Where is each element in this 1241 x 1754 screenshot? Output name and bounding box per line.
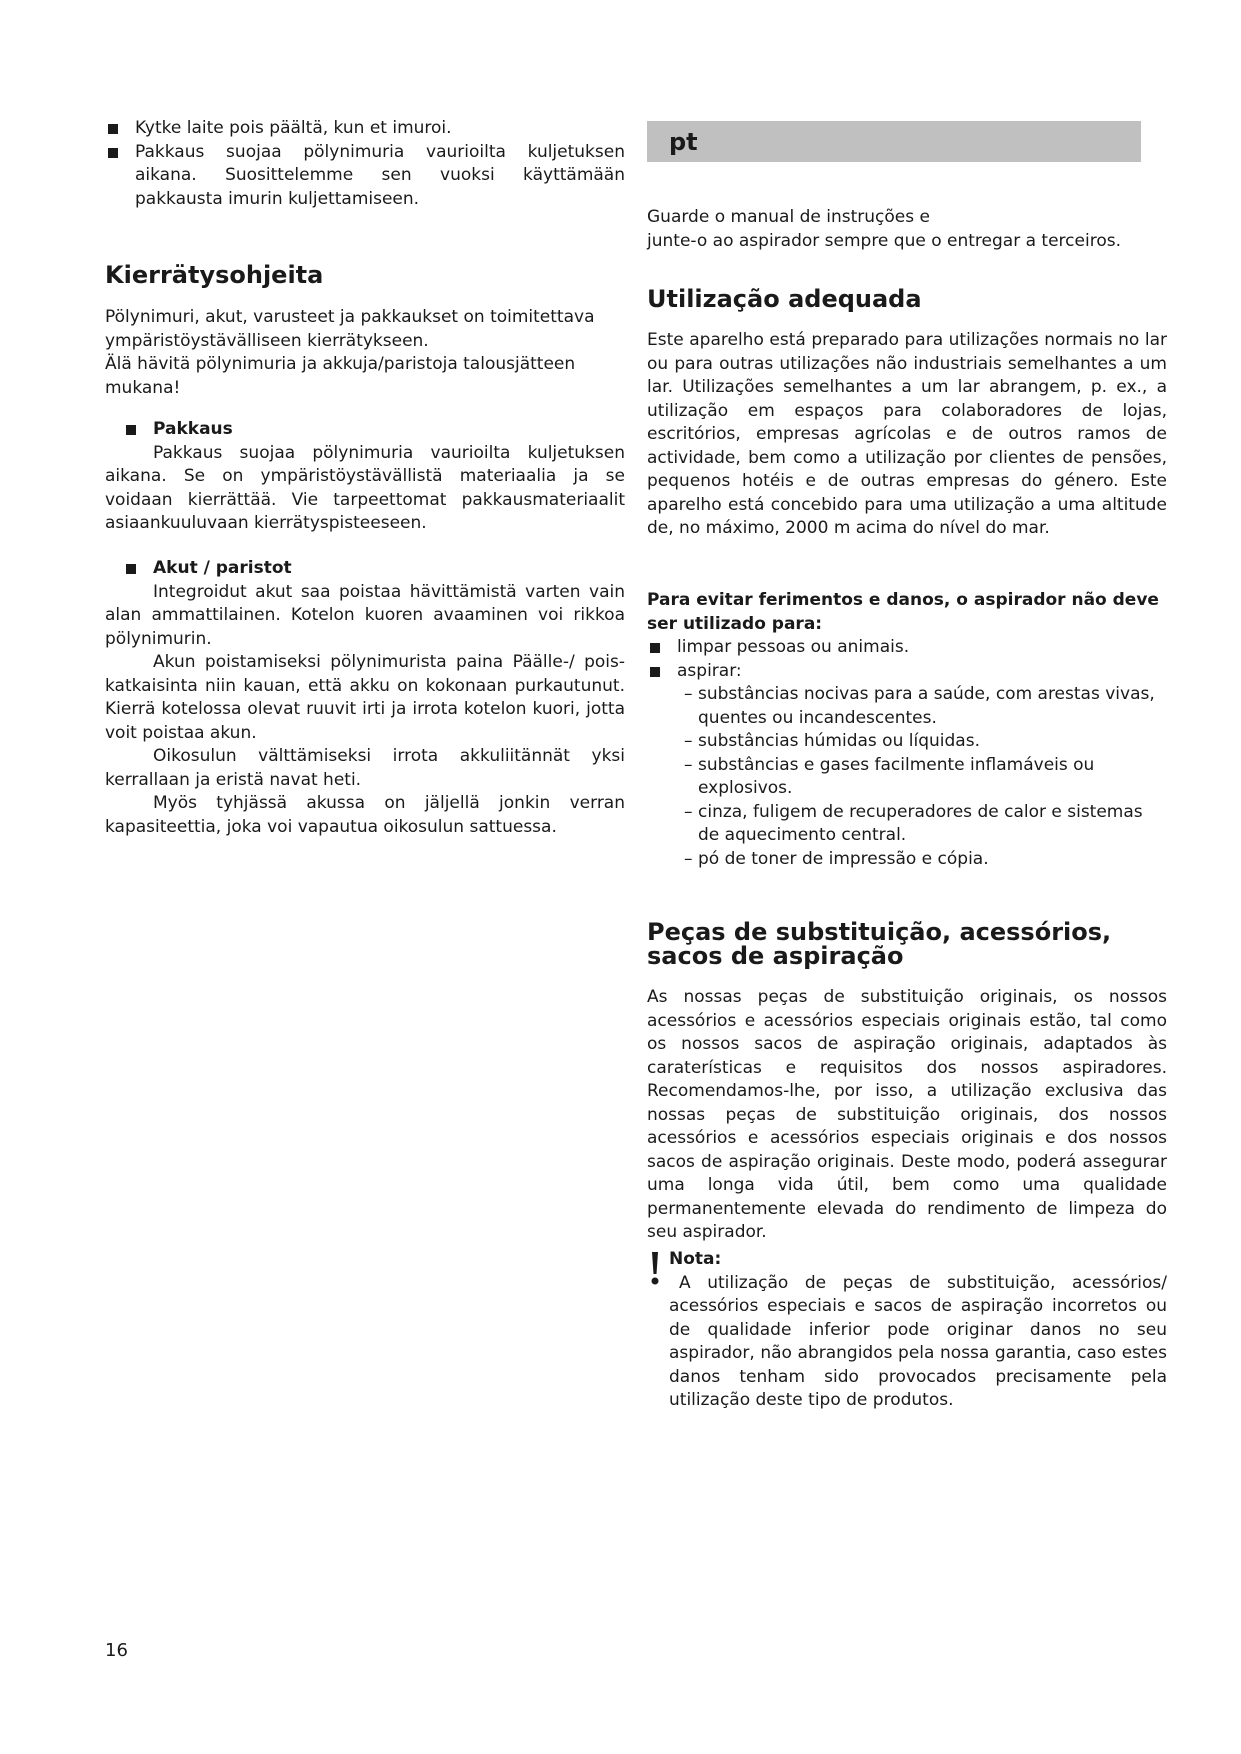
battery-section <box>105 557 625 839</box>
intro-bullet-list <box>105 117 625 211</box>
list-item: aspirar: <box>647 660 1167 684</box>
dash-item-text: cinza, fuligem de recuperadores de calor e sistemas de aquecimento central. <box>698 801 1143 845</box>
packaging-text: Pakkaus suojaa pölynimuria vaurioilta kuljetuksen aikana. Se on ympäristöystävällistä materiaalia ja se voidaan kierrättää. Vie tarpeettomat pakkausmateriaalit asiaankuuluvaan kierrätyspisteeseen. <box>105 442 625 533</box>
dash-item-text: pó de toner de impressão e cópia. <box>698 848 989 869</box>
note-text: A utilização de peças de substituição, acessórios/ acessórios especiais e sacos de aspiração incorretos ou de qualidade inferior pode originar danos no seu aspirador, não abrangidos pela nossa garantia, caso estes danos tenham sido provocados precisamente pela utilização deste tipo de produtos. <box>669 1272 1167 1410</box>
battery-paragraph-2: Akun poistamiseksi pölynimurista paina Päälle-/ pois-katkaisinta niin kauan, että akku on kokonaan purkautunut. Kierrä kotelossa olevat ruuvit irti ja irrota kotelon kuori, jotta voit poistaa akun. <box>105 652 625 743</box>
list-item: limpar pessoas ou animais. <box>647 636 1167 660</box>
keep-manual-line-2: junte-o ao aspirador sempre que o entregar a terceiros. <box>647 231 1121 251</box>
dash-item-text: substâncias húmidas ou líquidas. <box>698 731 980 751</box>
warning-bullet-list <box>647 636 1167 683</box>
packaging-title: Pakkaus <box>105 418 625 442</box>
dash-list <box>647 683 1167 871</box>
list-item: – pó de toner de impressão e cópia. <box>684 848 989 869</box>
note-section <box>647 1248 1167 1413</box>
packaging-section <box>105 418 625 536</box>
list-item: Pakkaus suojaa pölynimuria vaurioilta kuljetuksen aikana. Suosittelemme sen vuoksi käyttämään pakkausta imurin kuljettamiseen. <box>105 141 625 212</box>
exclamation-icon <box>647 1248 663 1288</box>
battery-paragraph-4: Myös tyhjässä akussa on jäljellä jonkin verran kapasiteettia, joka voi vapautua oikosulun sattuessa. <box>105 793 625 837</box>
proper-use-heading: Utilização adequada <box>647 285 922 313</box>
list-item: Kytke laite pois päältä, kun et imuroi. <box>105 117 625 141</box>
proper-use-text: Este aparelho está preparado para utilizações normais no lar ou para outras utilizações não industriais semelhantes a um lar. Utilizações semelhantes a um lar abrangem, p. ex., a utilização em espaços para colaboradores de lojas, escritórios, empresas agrícolas e de outros ramos de actividade, bem como a utilização por clientes de pensões, pequenos hotéis e de outras empresas do género. Este aparelho está concebido para uma utilização a uma altitude de, no máximo, 2000 m acima do nível do mar. <box>647 330 1167 538</box>
language-bar <box>647 121 1141 162</box>
list-item: – substâncias e gases facilmente inflamáveis ou explosivos. <box>684 754 1095 798</box>
page-number: 16 <box>105 1640 128 1661</box>
dash-item-text: substâncias e gases facilmente inflamáveis ou explosivos. <box>698 754 1095 798</box>
battery-title: Akut / paristot <box>105 557 625 581</box>
note-title: Nota: <box>669 1249 722 1269</box>
battery-paragraph-1: Integroidut akut saa poistaa hävittämistä varten vain alan ammattilainen. Kotelon kuoren avaaminen voi rikkoa pölynimurin. <box>105 581 625 649</box>
list-item: – cinza, fuligem de recuperadores de calor e sistemas de aquecimento central. <box>684 801 1143 845</box>
warning-heading: Para evitar ferimentos e danos, o aspirador não deve ser utilizado para: <box>647 590 1159 634</box>
recycling-heading: Kierrätysohjeita <box>105 261 324 289</box>
list-item: – substâncias húmidas ou líquidas. <box>684 731 980 751</box>
recycling-paragraph-2: Älä hävitä pölynimuria ja akkuja/paristoja talousjätteen mukana! <box>105 354 576 398</box>
recycling-paragraph-1: Pölynimuri, akut, varusteet ja pakkaukset on toimitettava ympäristöystävälliseen kierrätykseen. <box>105 307 595 351</box>
spare-parts-text: As nossas peças de substituição originais, os nossos acessórios e acessórios especiais originais estão, tal como os nossos sacos de aspiração originais, adaptados às caraterísticas e requisitos dos nossos aspiradores. Recomendamos-lhe, por isso, a utilização exclusiva das nossas peças de substituição originais, dos nossos acessórios e acessórios especiais originais e dos nossos sacos de aspiração originais. Deste modo, poderá assegurar uma longa vida útil, bem como uma qualidade permanentemente elevada do rendimento de limpeza do seu aspirador. <box>647 987 1167 1242</box>
list-item: – substâncias nocivas para a saúde, com arestas vivas, quentes ou incandescentes. <box>684 684 1155 728</box>
language-code: pt <box>669 128 698 156</box>
keep-manual-line-1: Guarde o manual de instruções e <box>647 207 930 227</box>
battery-paragraph-3: Oikosulun välttämiseksi irrota akkuliitännät yksi kerrallaan ja eristä navat heti. <box>105 746 625 790</box>
spare-parts-heading: Peças de substituição, acessórios, sacos de aspiração <box>647 918 1112 970</box>
dash-item-text: substâncias nocivas para a saúde, com arestas vivas, quentes ou incandescentes. <box>698 684 1155 728</box>
